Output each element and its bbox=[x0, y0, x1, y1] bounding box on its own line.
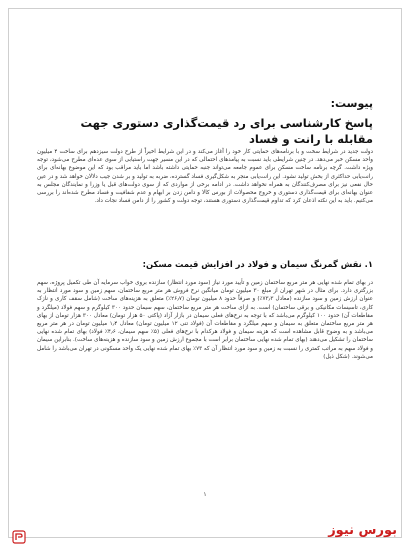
document-title: پاسخ کارشناسی برای رد قیمت‌گذاری دستوری جهت مقابله با رانت و فساد bbox=[80, 116, 373, 146]
intro-paragraph: دولت جدید در شرایط سخت و با برنامه‌های حمایتی کار خود را آغاز می‌کند و در این شرایط اخیراً از طرح دولت سیزدهم برای ساخت ۴ میلیون واحد مسکن خبر می‌دهد. در چنین شرایطی باید نسبت به پیامدهای احتمالی که در این مسیر جهت راستیابی از سوی عده‌ای مطرح می‌شود، توجه ویژه داشت. گرچه برنامه ساخت مسکن برای عموم جامعه می‌تواند جنبه حمایتی داشته باشد اما باید مراقب بود که این موضوع بهانه‌ای برای رانت‌یابی حداکثری از بخش تولید نشود. این رانت‌یابی منجر به شکل‌گیری فساد گسترده، ضربه به تولید و بر شدن جیب دلالان خواهد شد و در عین حال نفعی نیز برای مصرف‌کنندگان به همراه نخواهد داشت. در ادامه برخی از مواردی که از سوی دولت‌های قبل یا وزرا و نمایندگان مجلس به عنوان بهانه‌ای برای قیمت‌گذاری دستوری و خروج محصولات از بورس کالا و دامن زدن بر ابهام و عدم شفافیت و فساد مطرح شده‌اند را بررسی می‌کنیم. باید به این نکته اذعان کرد که تداوم قیمت‌گذاری دستوری هستند، توجه دولت و کشور را از دامن فساد نجات داد. bbox=[37, 149, 374, 205]
section-heading: ۱. نقش گمرنگ سیمان و فولاد در افزایش قیمت مسکن: bbox=[142, 259, 373, 269]
brand-logo-icon bbox=[12, 530, 26, 544]
document-page bbox=[8, 8, 402, 538]
body-paragraph: در بهای تمام شده نهایی هر متر مربع ساختمان زمین و تأیید مورد نیاز (سود مورد انتظار) سازنده بروی خواب سرمایه آن طی تکمیل پروژه، سهم بزرگتری دارد. برای مثال در شهر تهران از مبلغ ۳۰ میلیون تومان میانگین نرخ فروش هر متر مربع ساختمان، سهم زمین و سود مورد انتظار به عنوان ارزش زمین و سود سازنده (معادل ۷۳٫۳٪) و صرفاً حدود ۸ میلیون تومان (۲۶٫۷٪) متعلق به هزینه‌های ساخت (شامل سقف کاری و نازک کاری، تاسیسات مکانیکی و برقی ساختمان) است. به ازای ساخت هر متر مربع ساختمان، سهم سیمان حدود ۳۰۰ کیلوگرم و سهم فولاد (میلگرد و مقاطعات آن) حدود ۱۰۰ کیلوگرم می‌باشد که با توجه به نرخ‌های فعلی سیمان در بازار آزاد (پاکتی ۵۰ هزار تومان) معادل ۳۰۰ هزار تومان از بهای هر متر مربع ساختمان متعلق به سیمان و سهم میلگرد و مقاطعات آن (فولاد تنی ۱۲ میلیون تومان) معادل ۱٫۴ میلیون تومان در هر متر مربع می‌باشد و به وضوح قابل مشاهده است که هزینه سیمان و فولاد هرکدام با نرخ‌های فعلی (۵٪ سهم سیمان، ۴٫۶٪ فولاد) بهای تمام شده نهایی ساختمان را تشکیل می‌دهند (بهای تمام شده نهایی ساختمان برابر است با مجموع ارزش زمین و سود سازنده و هزینه‌های ساخت). بنابراین سیمان و فولاد سهم به مراتب کمتری را نسبت به زمین و سود مورد انتظار آن که ۷۳٪ بهای تمام شده نهایی یک واحد مسکونی در تهران می‌باشد را شامل می‌شوند. (شکل ذیل) bbox=[37, 280, 374, 360]
page-header bbox=[57, 97, 373, 147]
appendix-label: پیوست: bbox=[330, 97, 373, 110]
page-number: ۱ bbox=[203, 491, 207, 498]
watermark-brand: بورس نیوز bbox=[328, 523, 397, 538]
